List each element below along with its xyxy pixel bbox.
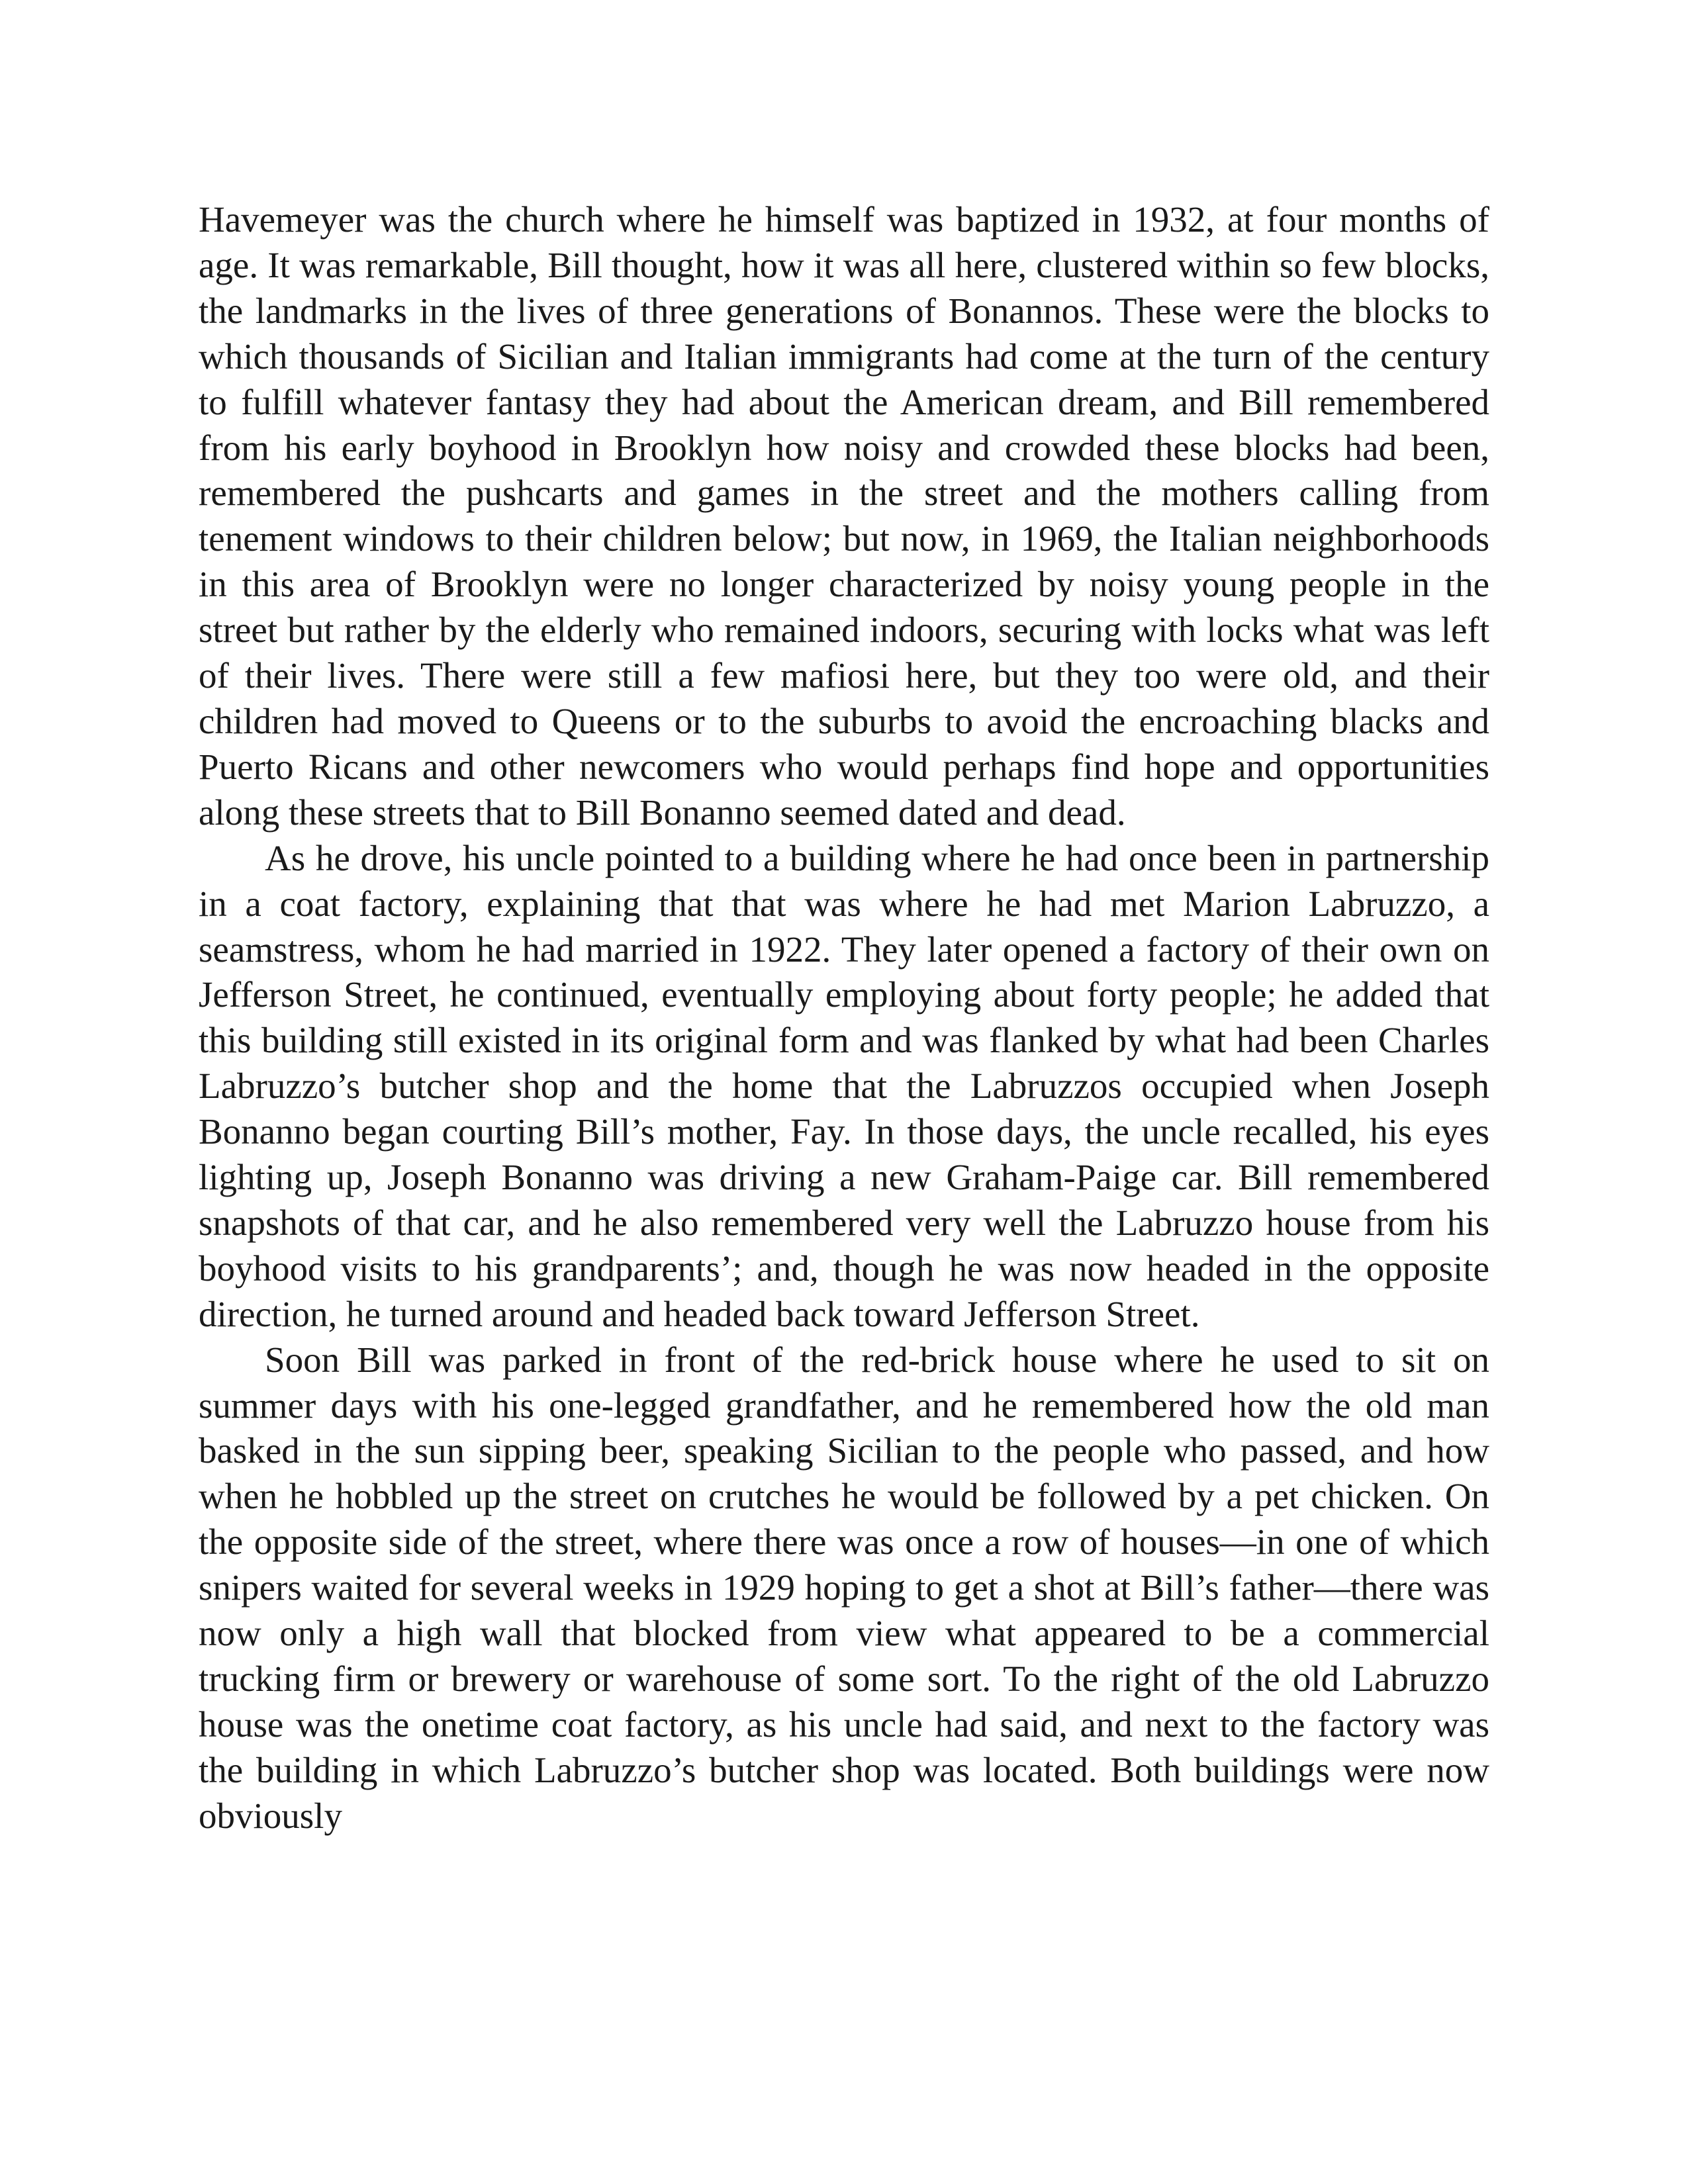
paragraph-uncle-drive: As he drove, his uncle pointed to a building where he had once been in partnership in a coat factory, explaining that that was where he had met Marion Labruzzo, a seamstress, whom he had married in 1922. They later opened a factory of their own on Jefferson Street, he continued, eventually employing about forty people; he added that this building still existed in its original form and was flanked by what had been Charles Labruzzo’s butcher shop and the home that the Labruzzos occupied when Joseph Bonanno began courting Bill’s mother, Fay. In those days, the uncle recalled, his eyes lighting up, Joseph Bonanno was driving a new Graham-Paige car. Bill remembered snapshots of that car, and he also remembered very well the Labruzzo house from his boyhood visits to his grandparents’; and, though he was now headed in the opposite direction, he turned around and headed back toward Jefferson Street.	[199, 837, 1489, 1334]
body-text	[199, 197, 1489, 1839]
paragraph-labruzzo-house: Soon Bill was parked in front of the red-brick house where he used to sit on summer days with his one-legged grandfather, and he remembered how the old man basked in the sun sipping beer, speaking Sicilian to the people who passed, and how when he hobbled up the street on crutches he would be followed by a pet chicken. On the opposite side of the street, where there was once a row of houses—in one of which snipers waited for several weeks in 1929 hoping to get a shot at Bill’s father—there was now only a high wall that blocked from view what appeared to be a commercial trucking firm or brewery or warehouse of some sort. To the right of the old Labruzzo house was the onetime coat factory, as his uncle had said, and next to the factory was the building in which Labruzzo’s butcher shop was located. Both buildings were now obviously	[199, 1339, 1489, 1836]
paragraph-continued: Havemeyer was the church where he himself was baptized in 1932, at four months of age. It was remarkable, Bill thought, how it was all here, clustered within so few blocks, the landmarks in the lives of three generations of Bonannos. These were the blocks to which thousands of Sicilian and Italian immigrants had come at the turn of the century to fulfill whatever fantasy they had about the American dream, and Bill remembered from his early boyhood in Brooklyn how noisy and crowded these blocks had been, remembered the pushcarts and games in the street and the mothers calling from tenement windows to their children below; but now, in 1969, the Italian neighborhoods in this area of Brooklyn were no longer characterized by noisy young people in the street but rather by the elderly who remained indoors, securing with locks what was left of their lives. There were still a few mafiosi here, but they too were old, and their children had moved to Queens or to the suburbs to avoid the encroaching blacks and Puerto Ricans and other newcomers who would perhaps find hope and opportunities along these streets that to Bill Bonanno seemed dated and dead.	[199, 199, 1489, 833]
